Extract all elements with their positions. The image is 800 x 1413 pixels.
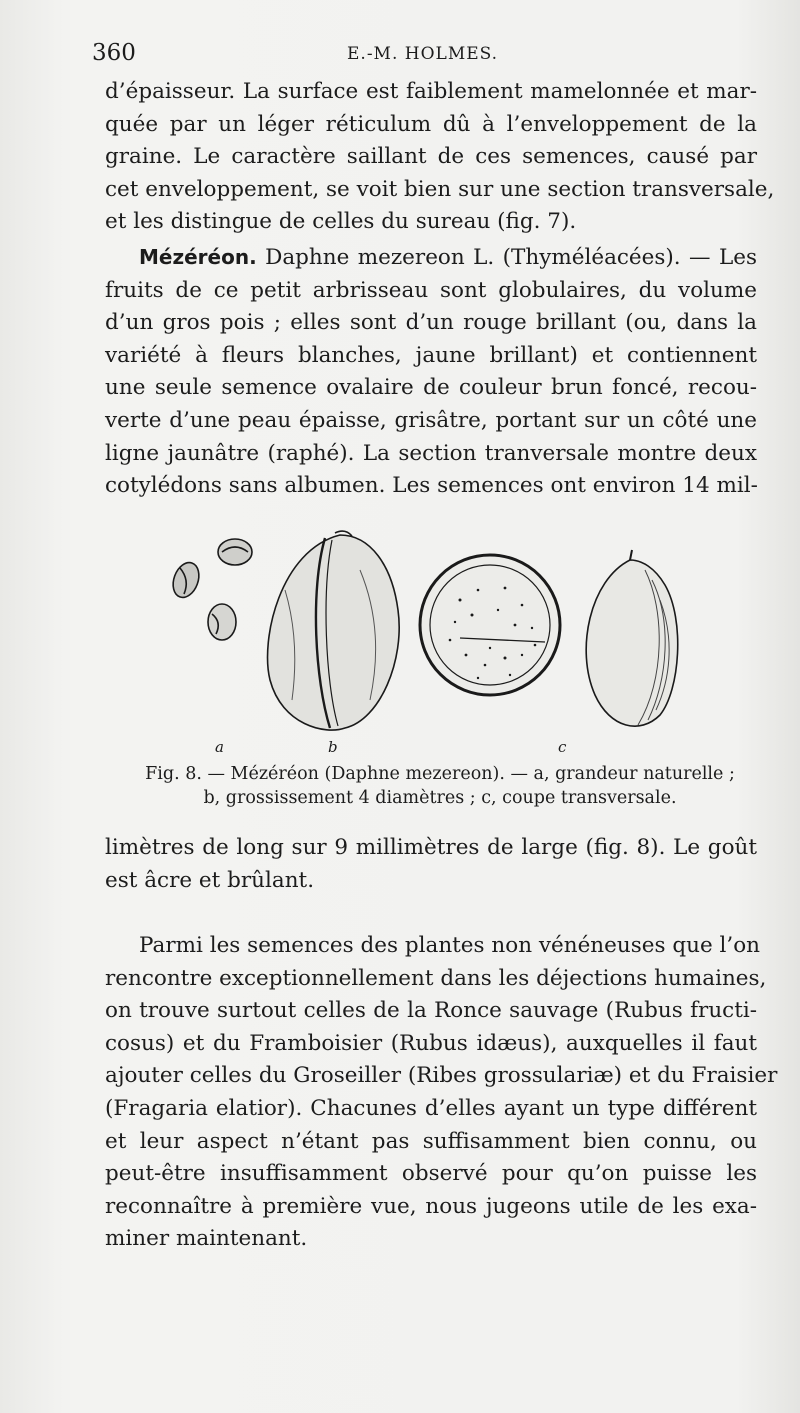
seed-side-view	[586, 550, 678, 726]
text-line: on trouve surtout celles de la Ronce sauvage (Rubus fructi-	[105, 998, 757, 1024]
seed-natural-size-1	[218, 539, 252, 565]
text-line: ligne jaunâtre (raphé). La section tranversale montre deux	[105, 440, 757, 466]
text-line: Parmi les semences des plantes non vénéneuses que l’on	[139, 933, 761, 958]
page-number: 360	[92, 40, 136, 66]
text-line: peut-être insuffisamment observé pour qu’on puisse les	[105, 1161, 757, 1187]
caption-line: b, grossissement 4 diamètres ; c, coupe transversale.	[203, 788, 677, 808]
text-line: cet enveloppement, se voit bien sur une section transversale,	[105, 176, 775, 202]
text-line: graine. Le caractère saillant de ces semences, causé par	[105, 144, 757, 170]
running-head: E.-M. HOLMES.	[347, 44, 499, 64]
paragraph-mezereon-continued	[105, 832, 757, 897]
text-line: d’épaisseur. La surface est faiblement mamelonnée et mar-	[105, 79, 757, 104]
seed-drawings	[160, 530, 760, 760]
text-line: cotylédons sans albumen. Les semences ont environ 14 mil-	[105, 473, 758, 499]
paragraph-sureau-end	[105, 76, 775, 239]
text-line: est âcre et brûlant.	[105, 867, 315, 893]
text-line: quée par un léger réticulum dû à l’enveloppement de la	[105, 111, 757, 137]
text-line: rencontre exceptionnellement dans les déjections humaines,	[105, 965, 767, 991]
text-line: et leur aspect n’étant pas suffisamment bien connu, ou	[105, 1128, 757, 1154]
seed-natural-size-3	[208, 604, 236, 640]
text-line: ajouter celles du Groseiller (Ribes grossulariæ) et du Fraisier	[105, 1063, 778, 1089]
text-line: limètres de long sur 9 millimètres de large (fig. 8). Le goût	[105, 835, 757, 860]
paragraph-non-poisonous-seeds	[105, 930, 778, 1256]
text-line: cosus) et du Framboisier (Rubus idæus), auxquelles il faut	[105, 1030, 757, 1056]
paragraph-mezereon	[105, 241, 757, 503]
caption-line: Fig. 8. — Mézéréon (Daphne mezereon). — a, grandeur naturelle ;	[145, 764, 735, 784]
seed-cross-section	[420, 555, 560, 695]
text-line	[105, 241, 757, 275]
figure-label-c: c	[558, 738, 567, 756]
page-header	[92, 40, 758, 70]
heading-line-rest: Daphne mezereon L. (Thyméléacées). — Les	[256, 245, 757, 270]
text-line: verte d’une peau épaisse, grisâtre, portant sur un côté une	[105, 407, 757, 433]
text-line: une seule semence ovalaire de couleur brun foncé, recou-	[105, 375, 757, 401]
text-line: d’un gros pois ; elles sont d’un rouge brillant (ou, dans la	[105, 310, 757, 336]
text-line: fruits de ce petit arbrisseau sont globulaires, du volume	[105, 277, 757, 303]
text-line: et les distingue de celles du sureau (fig. 7).	[105, 209, 577, 235]
text-line: (Fragaria elatior). Chacunes d’elles ayant un type différent	[105, 1095, 757, 1121]
figure-label-b: b	[328, 738, 338, 756]
figure-label-a: a	[215, 738, 224, 756]
seed-natural-size-2	[169, 559, 204, 601]
text-line: reconnaître à première vue, nous jugeons utile de les exa-	[105, 1193, 757, 1219]
figure-8-illustration	[160, 530, 760, 760]
figure-caption	[120, 762, 760, 810]
text-line: variété à fleurs blanches, jaune brillant) et contiennent	[105, 342, 757, 368]
seed-magnified	[268, 531, 400, 730]
text-line: miner maintenant.	[105, 1226, 308, 1252]
section-heading: Mézéréon.	[139, 245, 257, 269]
